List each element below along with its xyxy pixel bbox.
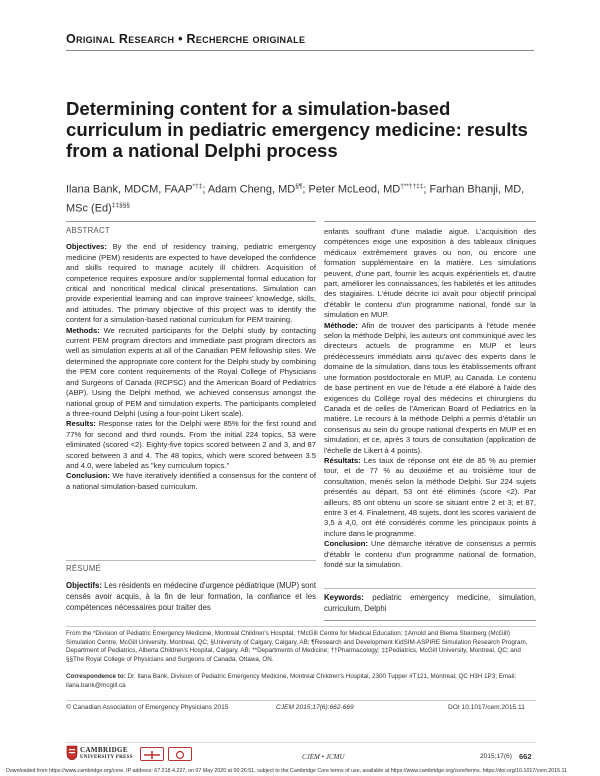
keywords-text: pediatric emergency medicine, simulation, curriculum, Delphi [324,593,536,613]
cambridge-name: CAMBRIDGE [80,746,128,754]
methode-label: Méthode: [324,320,358,330]
resume-objectifs-continued [324,227,536,321]
methode-text: Afin de trouver des participants à l'étude menée selon la méthode Delphi, les auteurs ont communiqué avec les directeurs actuels de programme en MUP et leurs prédécesseurs immédiats ainsi qu'avec des experts dans le domaine de la simulation, dans tous les établissements offrant une formation postdoctorale en MUP, au Canada. Le contenu de base pertinent en vue de l'étude a été élaboré à l'aide des exigences du Collège royal des médecins et chirurgiens du Canada et de celles de l'American Board of Pediatrics en la matière. Le recours à la méthode Delphi a permis d'établir un consensus au sein du groupe national d'experts en MUP et en simulation, et ce, après 3 tours de consultation (application de l'échelle de Likert à 4 points). [324,320,536,455]
resume-methode [324,321,536,456]
resultats-label: Résultats: [324,455,361,465]
page-number: 662 [519,752,532,761]
author-name: Adam Cheng, MD [207,183,296,196]
results-text: Response rates for the Delphi were 85% for the first round and 77% for second and third rounds. From the initial 224 topics, 53 were eliminated (scored <2). Eighty-five topics scored between 2 and 3, and 87 scored between 3 and 4. The 48 topics, which were scored between 3.5 and 4.0, were labeled as "key curriculum topics." [66,419,316,470]
cambridge-logo [80,746,133,762]
abstract-top-rule [66,221,316,222]
keywords-bottom-rule [324,620,536,621]
download-notice[interactable]: Downloaded from https://www.cambridge.org/core. IP address: 67.218.4.227, on 07 May 2020 at 00:26:51, subject to the Cambridge Core terms of use, available at https://www.cambridge.org/core/terms. https://doi.org/10.1017/cem.2015.11 [6,768,567,774]
section-label: Original Research • Recherche originale [66,32,306,46]
caep-logo-icon [140,747,164,761]
objectifs-text: Les résidents en médecine d'urgence pédiatrique (MUP) sont censés avoir acquis, à la fin de leur formation, la confiance et les compétences nécessaires pour traiter des [66,581,316,613]
author-affiliation-marks: ‡‡§§§ [111,201,130,209]
acmu-logo-icon [168,747,192,761]
conclusion-label: Conclusion: [66,471,110,481]
abstract-results [66,419,316,471]
correspondence [66,673,536,690]
resultats-text: Les taux de réponse ont été de 85 % au premier tour, et de 77 % au deuxième et au troisième tour de consultation, menés selon la méthode Delphi. Sur 224 sujets présentés au départ, 53 ont été éliminés (score <2). Par ailleurs, 85 ont obtenu un score se situant entre 2 et 3; et 87, entre 3 et 4. Finalement, 48 sujets, dont les scores variaient de 3,5 à 4,0, ont été considérés comme les principaux points à inclure dans le programme. [324,455,536,538]
copyright-rule [66,700,536,701]
resume-heading: RÉSUMÉ [66,564,102,573]
author-affiliation-marks: §¶ [295,183,303,190]
author-name: Peter McLeod, MD [308,183,401,196]
correspondence-label: Correspondence to: [66,673,126,680]
resume-conclusion-label: Conclusion: [324,539,368,549]
author-affiliation-marks: *†‡ [192,183,203,190]
objectifs-text-continued: enfants souffrant d'une maladie aiguë. L'acquisition des compétences exige une exposition à des tableaux cliniques médicaux extrêmement graves ou non, ou encore une formation supplémentaire en la matière. Les simulations peuvent, d'une part, fournir les acquis expérientiels et, d'autre part, améliorer les connaissances, les habiletés et les attitudes des stagiaires. L'étude décrite ici avait pour objectif principal d'établir le contenu d'un programme national, fondé sur la simulation en MUP. [324,227,536,320]
copyright: © Canadian Association of Emergency Physicians 2015 [66,704,229,711]
affiliations: From the *Division of Pediatric Emergency Medicine, Montreal Children's Hospital; †McGill Centre for Medical Education; ‡Arnold and Blema Steinberg (McGill) Simulation Centre, McGill University, Montreal, QC; §University of Calgary, Calgary, AB; ¶Research and Development KidSIM-ASPIRE Simulation Research Program, Department of Pediatrics, Alberta Children's Hospital, Calgary, AB; **Departments of Medicine; ††Pharmacology; ‡‡Pediatrics, McGill University, Montreal, QC; and §§The Royal College of Physicians and Surgeons of Canada, Ottawa, ON. [66,630,528,663]
author-name: Farhan Bhanji, MD, MSc (Ed) [66,183,525,215]
cambridge-shield-icon [66,745,78,761]
abstract-top-rule-right [324,221,536,222]
author-list: Ilana Bank, MDCM, FAAP*†‡; Adam Cheng, MD§¶; Peter McLeod, MD†**††‡‡; Farhan Bhanji, MD, MSc (Ed)‡‡§§§ [66,183,525,215]
keywords [324,593,536,614]
author-name: Ilana Bank, MDCM, FAAP [66,183,193,196]
abstract-objectives [66,242,316,325]
header-divider [66,50,534,51]
article-title: Determining content for a simulation-based curriculum in pediatric emergency medicine: results from a national Delphi process [66,98,528,161]
footer-rule [66,742,536,743]
abstract-heading: ABSTRACT [66,226,110,235]
author-affiliation-marks: †**††‡‡ [400,183,424,190]
keywords-label: Keywords: [324,593,364,602]
resume-objectifs [66,580,316,613]
objectives-label: Objectives: [66,242,107,252]
resume-left [66,564,316,613]
methods-text: We recruited participants for the Delphi study by contacting current PEM program directors and immediate past program directors as well as simulation experts at all of the Canadian PEM fellowship sites. We determined the appropriate core content for the Delphi study by combining the PEM core content requirements of the Royal College of Physicians and Surgeons of Canada (RCPSC) and the American Board of Pediatrics (ABP). Using the Delphi method, we achieved consensus amongst the national group of PEM and simulation experts. The participants completed a three-round Delphi (using a four-point Likert scale). [66,325,316,418]
resume-resultats [324,456,536,539]
resume-conclusion-text: Une démarche itérative de consensus a permis d'établir le contenu d'un programme national de formation, fondé sur la simulation. [324,539,536,569]
resume-conclusion [324,539,536,570]
citation: CJEM 2015;17(6):662-669 [276,704,354,711]
objectives-text: By the end of residency training, pediatric emergency medicine (PEM) residents are expected to have developed the confidence and skills required to manage acutely ill children. Acquisition of competence requires exposure and/or supplemental formal education for critical and noncritical medical clinical presentations. Simulation can provide experiential learning and can improve trainees' knowledge, skills, and attitudes. The primary objective of this project was to identify the content for a simulation-based national curriculum for PEM training. [66,242,316,325]
cambridge-press: UNIVERSITY PRESS [80,755,133,760]
abstract-conclusion [66,471,316,492]
abstract-methods [66,326,316,420]
resume-divider [66,560,316,561]
methods-label: Methods: [66,325,100,335]
correspondence-text: Dr. Ilana Bank, Division of Pediatric Emergency Medicine, Montreal Children's Hospital, 2300 Tupper #T121, Montreal, QC H3H 1P3; Email: ilana.bank@mcgill.ca [66,673,517,689]
abstract-english [66,226,316,492]
journal-short: CJEM • JCMU [302,753,345,761]
objectifs-label: Objectifs: [66,581,102,591]
affiliations-rule [66,626,536,627]
issue: 2015;17(6) [480,753,512,760]
resume-right [324,227,536,570]
conclusion-text: We have iteratively identified a consensus for the content of a national simulation-based curriculum. [66,471,316,491]
keywords-divider [324,588,536,589]
results-label: Results: [66,419,96,429]
doi: DOI 10.1017/cem.2015.11 [448,704,525,711]
